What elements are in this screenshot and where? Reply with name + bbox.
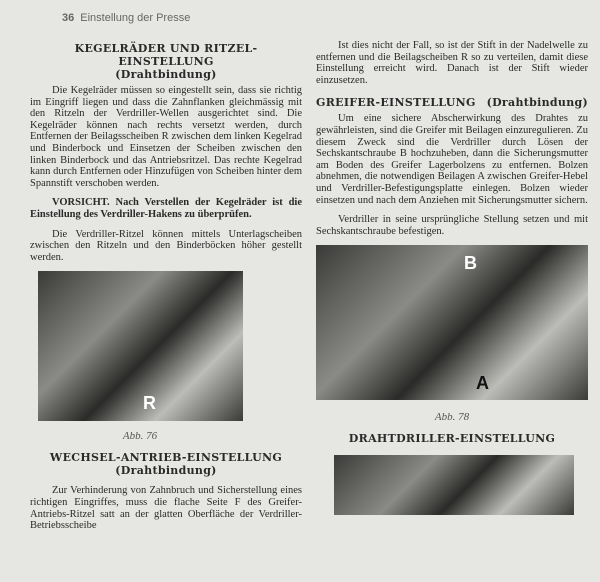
paragraph: Ist dies nicht der Fall, so ist der Stift in der Nadelwelle zu entfernen und die Beilagscheiben R so zu verteilen, damit diese Einstellung erreicht wird. Danach ist der Stift wieder einzusetzen. [316, 40, 588, 86]
running-title: Einstellung der Presse [80, 12, 191, 24]
figure-caption: Abb. 78 [434, 411, 470, 424]
left-column [30, 42, 302, 532]
heading-sub: (Drahtbindung) [486, 96, 588, 110]
heading-kegelraeder [30, 42, 302, 81]
figure-78-photo [316, 245, 588, 400]
paragraph: Zur Verhinderung von Zahnbruch und Sicherstellung eines richtigen Eingriffes, muss die flache Seite F des Greifer-Antriebs-Ritzel satt an der glatten Oberfläche der Verdriller-Betriebsscheibe [30, 485, 302, 532]
right-column [316, 40, 588, 515]
figure-label-r: R [143, 393, 156, 414]
figure-label-b: B [464, 253, 477, 274]
heading-text: WECHSEL-ANTRIEB-EINSTELLUNG [49, 451, 283, 465]
figure-caption: Abb. 76 [122, 430, 158, 443]
heading-sub: (Drahtbindung) [115, 68, 217, 81]
figure-label-a: A [476, 373, 489, 394]
heading-text: KEGELRÄDER UND RITZEL-EINSTELLUNG [74, 42, 258, 68]
heading-greifer [316, 96, 588, 109]
figure-photo [334, 455, 574, 515]
heading-text: GREIFER-EINSTELLUNG [316, 96, 476, 110]
paragraph: Um eine sichere Abscherwirkung des Drahtes zu gewährleisten, sind die Greifer mit Beilagen einzuregulieren. Zu diesem Zweck sind die Verdriller durch Lösen der Sechskantschraube B hochzuheben, dann die Sicherungsmutter am Boden des Greifer Lagerbolzens zu entfernen. Bolzen abnehmen, die notwendigen Beilagen A zwischen Greifer-Hebel und Verdriller-Befestigungsplatte einlegen. Bolzen wieder einsetzen und nach dem Anziehen mit Sicherungsmutter sichern. [316, 113, 588, 206]
heading-sub: (Drahtbindung) [115, 464, 217, 478]
page-number: 36 [62, 12, 75, 24]
figure-76-photo [38, 271, 243, 421]
warning-paragraph: VORSICHT. Nach Verstellen der Kegelräder ist die Einstellung des Verdriller-Hakens zu überprüfen. [30, 197, 302, 220]
paragraph: Verdriller in seine ursprüngliche Stellung setzen und mit Sechskantschraube befestigen. [316, 214, 588, 237]
heading-wechsel-antrieb [30, 451, 302, 477]
heading-drahtdriller: DRAHTDRILLER-EINSTELLUNG [348, 432, 556, 446]
paragraph: Die Verdriller-Ritzel können mittels Unterlagscheiben zwischen den Ritzeln und den Binderböcken höher gestellt werden. [30, 228, 302, 263]
page-header [62, 12, 190, 24]
paragraph: Die Kegelräder müssen so eingestellt sein, dass sie richtig im Eingriff liegen und dass die Zahnflanken gleichmässig mit den Ritzeln der Verdriller-Wellen ausgerichtet sind. Die Kegelräder können nach rechts versetzt werden, durch Entfernen der Beilagsscheiben R zwischen dem linken Kegelrad und Binderbock und Einsetzen der Scheiben zwischen den linken Binderbock und das Antriebsritzel. Das rechte Kegelrad kann durch Entfernen oder Hinzufügen von Scheiben hinter dem Spannstift verschoben werden. [30, 85, 302, 189]
